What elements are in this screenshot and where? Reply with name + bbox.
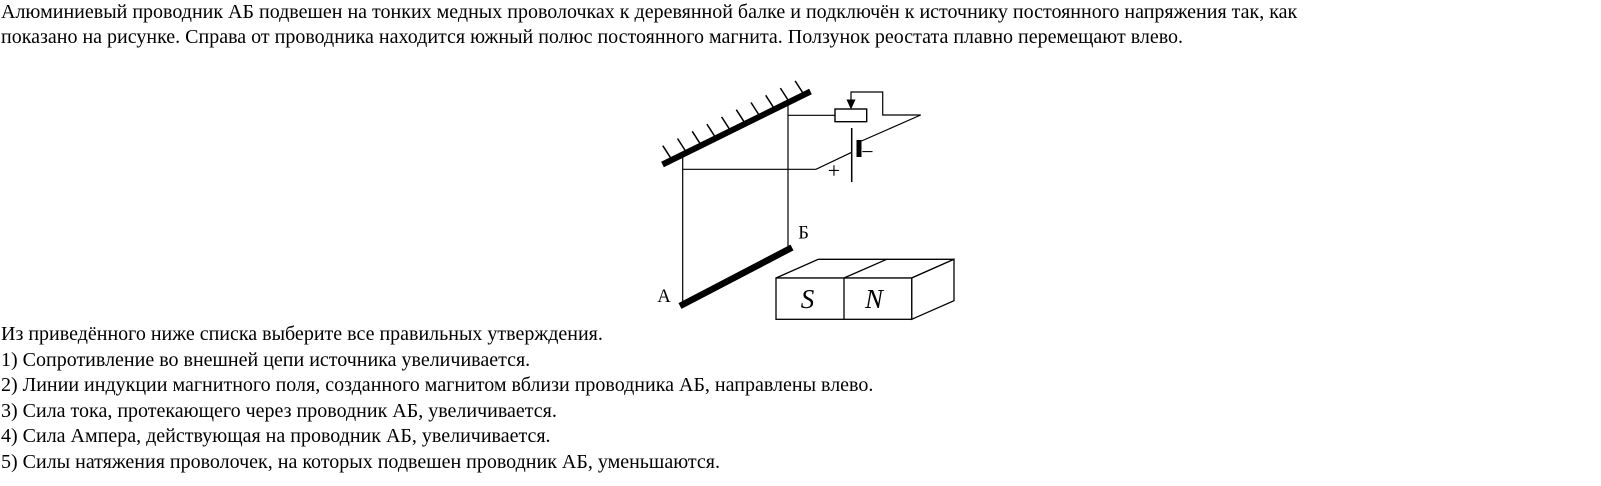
circuit-figure-svg (630, 75, 970, 335)
problem-options (1, 322, 873, 476)
statement-1: 1) Сопротивление во внешней цепи источника увеличивается. (1, 348, 531, 371)
statement-5: 5) Силы натяжения проволочек, на которых подвешен проводник АБ, уменьшаются. (1, 450, 720, 473)
problem-intro-line-1: Алюминиевый проводник АБ подвешен на тонких медных проволочках к деревянной балке и подключён к источнику постоянного напряжения так, как (1, 1, 1298, 23)
wire-to-battery-plus (683, 152, 852, 169)
circuit-figure (630, 75, 970, 335)
problem-intro-line-2: показано на рисунке. Справа от проводника находится южный полюс постоянного магнита. Ползунок реостата плавно перемещают влево. (1, 26, 1184, 48)
question-line: Из приведённого ниже списка выберите все правильных утверждения. (1, 323, 603, 345)
beam-hatching (663, 81, 804, 160)
battery (828, 128, 874, 183)
statement-4: 4) Сила Ампера, действующая на проводник АБ, увеличивается. (1, 425, 551, 448)
conductor-ab (680, 248, 792, 307)
statement-3: 3) Сила тока, протекающего через проводник АБ, увеличивается. (1, 399, 557, 422)
statement-2: 2) Линии индукции магнитного поля, созданного магнитом вблизи проводника АБ, направлены влево. (1, 374, 874, 397)
conductor-label-b: Б (798, 223, 809, 244)
magnet-pole-s-label: S (800, 284, 815, 314)
conductor-label-a: А (657, 287, 671, 307)
rheostat (835, 109, 867, 122)
slider-arrowhead-icon (847, 100, 856, 110)
problem-intro (1, 0, 1297, 50)
battery-plus-label: + (827, 158, 841, 183)
magnet-pole-n-label: N (864, 284, 884, 314)
battery-minus-label: − (861, 139, 874, 164)
